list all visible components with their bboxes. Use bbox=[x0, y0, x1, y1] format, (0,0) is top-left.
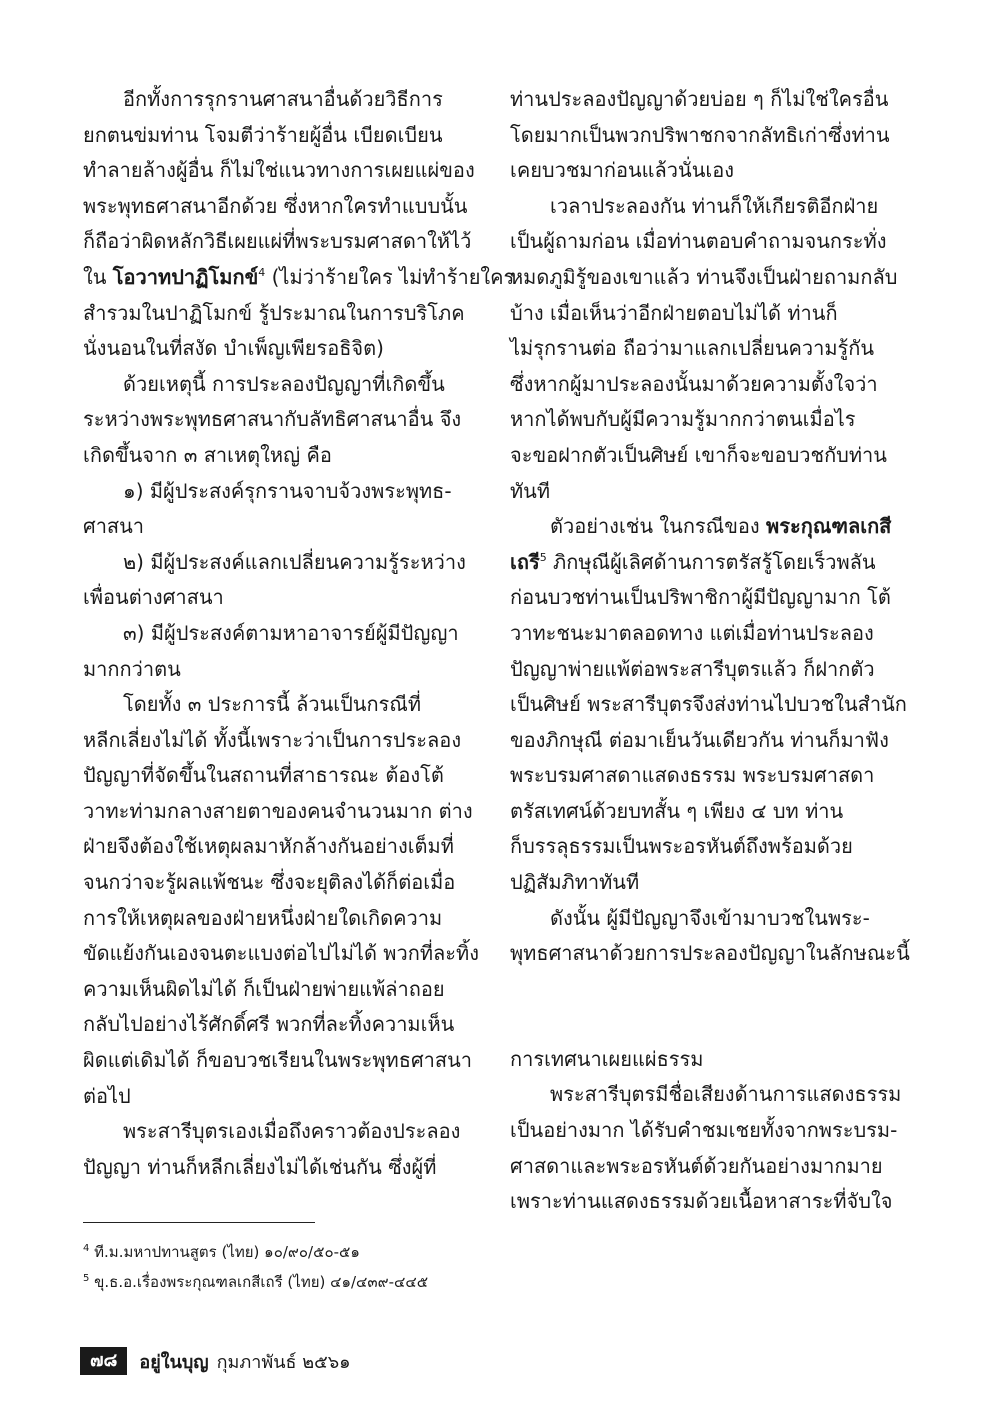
footnote-ref-5[interactable]: 5 bbox=[539, 550, 547, 564]
text-line: ระหว่างพระพุทธศาสนากับลัทธิศาสนาอื่น จึง bbox=[83, 407, 462, 432]
text-line: พระบรมศาสดาแสดงธรรม พระบรมศาสดา bbox=[510, 763, 875, 788]
text-line: วาทะท่ามกลางสายตาของคนจำนวนมาก ต่าง bbox=[83, 798, 473, 823]
footnote-5 bbox=[83, 1272, 428, 1292]
text-line: ก็ถือว่าผิดหลักวิธีเผยแผ่ที่พระบรมศาสดาให้ไว้ bbox=[83, 229, 472, 254]
text-line: ศาสนา bbox=[83, 514, 145, 539]
text-line: ก่อนบวชท่านเป็นปริพาชิกาผู้มีปัญญามาก โต้ bbox=[510, 585, 891, 610]
section-heading: การเทศนาเผยแผ่ธรรม bbox=[510, 1046, 704, 1071]
text-line: จะขอฝากตัวเป็นศิษย์ เขาก็จะขอบวชกับท่าน bbox=[510, 442, 887, 467]
text-line: ปัญญาที่จัดขึ้นในสถานที่สาธารณะ ต้องโต้ bbox=[83, 763, 444, 788]
text-line: ซึ่งหากผู้มาประลองนั้นมาด้วยความตั้งใจว่า bbox=[510, 371, 878, 396]
text-line: ผิดแต่เดิมได้ ก็ขอบวชเรียนในพระพุทธศาสนา bbox=[83, 1048, 472, 1073]
magazine-title: อยู่ในบุญ bbox=[139, 1351, 209, 1373]
page-footer bbox=[80, 1346, 351, 1376]
text-line: มากกว่าตน bbox=[83, 656, 181, 681]
text-line: พระสารีบุตรมีชื่อเสียงด้านการแสดงธรรม bbox=[550, 1082, 902, 1107]
text-line bbox=[83, 260, 515, 296]
text-line: ตรัสเทศน์ด้วยบทสั้น ๆ เพียง ๔ บท ท่าน bbox=[510, 798, 844, 823]
text-line: พระสารีบุตรเองเมื่อถึงคราวต้องประลอง bbox=[123, 1119, 461, 1144]
kundalakesi-name-cont: เถรี bbox=[510, 549, 540, 574]
text-line: หมดภูมิรู้ของเขาแล้ว ท่านจึงเป็นฝ่ายถามกลับ bbox=[510, 264, 898, 289]
text-line: ปฏิสัมภิทาทันที bbox=[510, 870, 640, 895]
footnote-mark: 5 bbox=[83, 1273, 90, 1284]
text-line: อีกทั้งการรุกรานศาสนาอื่นด้วยวิธีการ bbox=[123, 87, 443, 111]
text-line: เกิดขึ้นจาก ๓ สาเหตุใหญ่ คือ bbox=[83, 442, 332, 467]
list-item: ๒) มีผู้ประสงค์แลกเปลี่ยนความรู้ระหว่าง bbox=[123, 549, 466, 574]
text-line: เป็นอย่างมาก ได้รับคำชมเชยทั้งจากพระบรม- bbox=[510, 1118, 898, 1143]
text-line: สำรวมในปาฏิโมกข์ รู้ประมาณในการบริโภค bbox=[83, 300, 465, 325]
text-segment: ตัวอย่างเช่น ในกรณีของ bbox=[550, 514, 760, 539]
text-line: เป็นศิษย์ พระสารีบุตรจึงส่งท่านไปบวชในสำนัก bbox=[510, 692, 907, 717]
text-line bbox=[510, 545, 893, 581]
text-line bbox=[510, 509, 893, 545]
text-line: ขัดแย้งกันเองจนตะแบงต่อไปไม่ได้ พวกที่ละทิ้ง bbox=[83, 941, 479, 966]
text-segment: ภิกษุณีผู้เลิศด้านการตรัสรู้โดยเร็วพลัน bbox=[553, 549, 876, 574]
text-line: ฝ่ายจึงต้องใช้เหตุผลมาหักล้างกันอย่างเต็มที่ bbox=[83, 834, 454, 859]
page-number: ๗๘ bbox=[80, 1347, 127, 1375]
footnote-mark: 4 bbox=[83, 1243, 90, 1254]
text-line: โดยมากเป็นพวกปริพาชกจากลัทธิเก่าซึ่งท่าน bbox=[510, 122, 890, 147]
text-line: พุทธศาสนาด้วยการประลองปัญญาในลักษณะนี้ bbox=[510, 941, 910, 966]
footnote-divider bbox=[83, 1222, 315, 1223]
text-line: บ้าง เมื่อเห็นว่าอีกฝ่ายตอบไม่ได้ ท่านก็ bbox=[510, 300, 838, 325]
text-line: เคยบวชมาก่อนแล้วนั่นเอง bbox=[510, 158, 734, 183]
text-line: ปัญญาพ่ายแพ้ต่อพระสารีบุตรแล้ว ก็ฝากตัว bbox=[510, 656, 875, 681]
text-line: หลีกเลี่ยงไม่ได้ ทั้งนี้เพราะว่าเป็นการประลอง bbox=[83, 727, 462, 752]
text-line: นั่งนอนในที่สงัด บำเพ็ญเพียรอธิจิต) bbox=[83, 336, 384, 361]
text-line: ดังนั้น ผู้มีปัญญาจึงเข้ามาบวชในพระ- bbox=[550, 905, 870, 930]
text-line: ปัญญา ท่านก็หลีกเลี่ยงไม่ได้เช่นกัน ซึ่งผู้ที่ bbox=[83, 1154, 437, 1179]
text-line: การให้เหตุผลของฝ่ายหนึ่งฝ่ายใดเกิดความ bbox=[83, 905, 443, 930]
ovada-patimokkha-term: โอวาทปาฏิโมกข์ bbox=[112, 264, 259, 289]
text-line: เวลาประลองกัน ท่านก็ให้เกียรติอีกฝ่าย bbox=[550, 193, 879, 218]
text-line: จนกว่าจะรู้ผลแพ้ชนะ ซึ่งจะยุติลงได้ก็ต่อเมื่อ bbox=[83, 870, 456, 895]
footnote-text: ที.ม.มหาปทานสูตร (ไทย) ๑๐/๙๐/๕๐-๕๑ bbox=[94, 1243, 360, 1261]
section-spacer bbox=[510, 972, 893, 1042]
text-line: วาทะชนะมาตลอดทาง แต่เมื่อท่านประลอง bbox=[510, 620, 874, 645]
text-line: ก็บรรลุธรรมเป็นพระอรหันต์ถึงพร้อมด้วย bbox=[510, 834, 853, 859]
text-line: ทันที bbox=[510, 478, 551, 503]
text-segment: ใน bbox=[83, 264, 107, 289]
list-item: ๓) มีผู้ประสงค์ตามหาอาจารย์ผู้มีปัญญา bbox=[123, 620, 459, 645]
text-line: เพื่อนต่างศาสนา bbox=[83, 585, 224, 610]
text-line: กลับไปอย่างไร้ศักดิ์ศรี พวกที่ละทิ้งความเห็น bbox=[83, 1012, 455, 1037]
text-segment: (ไม่ว่าร้ายใคร ไม่ทำร้ายใคร bbox=[271, 264, 515, 289]
footnote-ref-4[interactable]: 4 bbox=[258, 265, 266, 279]
text-line: พระพุทธศาสนาอีกด้วย ซึ่งหากใครทำแบบนั้น bbox=[83, 193, 468, 218]
text-line: ยกตนข่มท่าน โจมตีว่าร้ายผู้อื่น เบียดเบียน bbox=[83, 122, 443, 147]
text-line: ไม่รุกรานต่อ ถือว่ามาแลกเปลี่ยนความรู้กัน bbox=[510, 336, 875, 361]
text-line: ศาสดาและพระอรหันต์ด้วยกันอย่างมากมาย bbox=[510, 1153, 883, 1178]
issue-date: กุมภาพันธ์ ๒๕๖๑ bbox=[216, 1351, 351, 1373]
text-line: เพราะท่านแสดงธรรมด้วยเนื้อหาสาระที่จับใจ bbox=[510, 1189, 893, 1214]
list-item: ๑) มีผู้ประสงค์รุกรานจาบจ้วงพระพุทธ- bbox=[123, 478, 452, 503]
text-line: ท่านประลองปัญญาด้วยบ่อย ๆ ก็ไม่ใช่ใครอื่น bbox=[510, 87, 889, 111]
text-line: ต่อไป bbox=[83, 1083, 131, 1108]
text-line: หากได้พบกับผู้มีความรู้มากกว่าตนเมื่อไร bbox=[510, 407, 856, 432]
text-line: เป็นผู้ถามก่อน เมื่อท่านตอบคำถามจนกระทั่ง bbox=[510, 229, 887, 254]
left-column bbox=[83, 82, 515, 1185]
footnote-4 bbox=[83, 1242, 360, 1262]
text-line: ด้วยเหตุนี้ การประลองปัญญาที่เกิดขึ้น bbox=[123, 371, 445, 396]
text-line: โดยทั้ง ๓ ประการนี้ ล้วนเป็นกรณีที่ bbox=[123, 692, 422, 717]
footnote-text: ขุ.ธ.อ.เรื่องพระกุณฑลเกสีเถรี (ไทย) ๔๑/๔๓๙-๔๔๕ bbox=[94, 1273, 429, 1291]
right-column bbox=[510, 82, 910, 1220]
kundalakesi-name: พระกุณฑลเกสี bbox=[766, 514, 892, 539]
text-line: ของภิกษุณี ต่อมาเย็นวันเดียวกัน ท่านก็มาฟัง bbox=[510, 727, 889, 752]
text-line: ทำลายล้างผู้อื่น ก็ไม่ใช่แนวทางการเผยแผ่ของ bbox=[83, 158, 475, 183]
text-line: ความเห็นผิดไม่ได้ ก็เป็นฝ่ายพ่ายแพ้ล่าถอย bbox=[83, 976, 445, 1001]
